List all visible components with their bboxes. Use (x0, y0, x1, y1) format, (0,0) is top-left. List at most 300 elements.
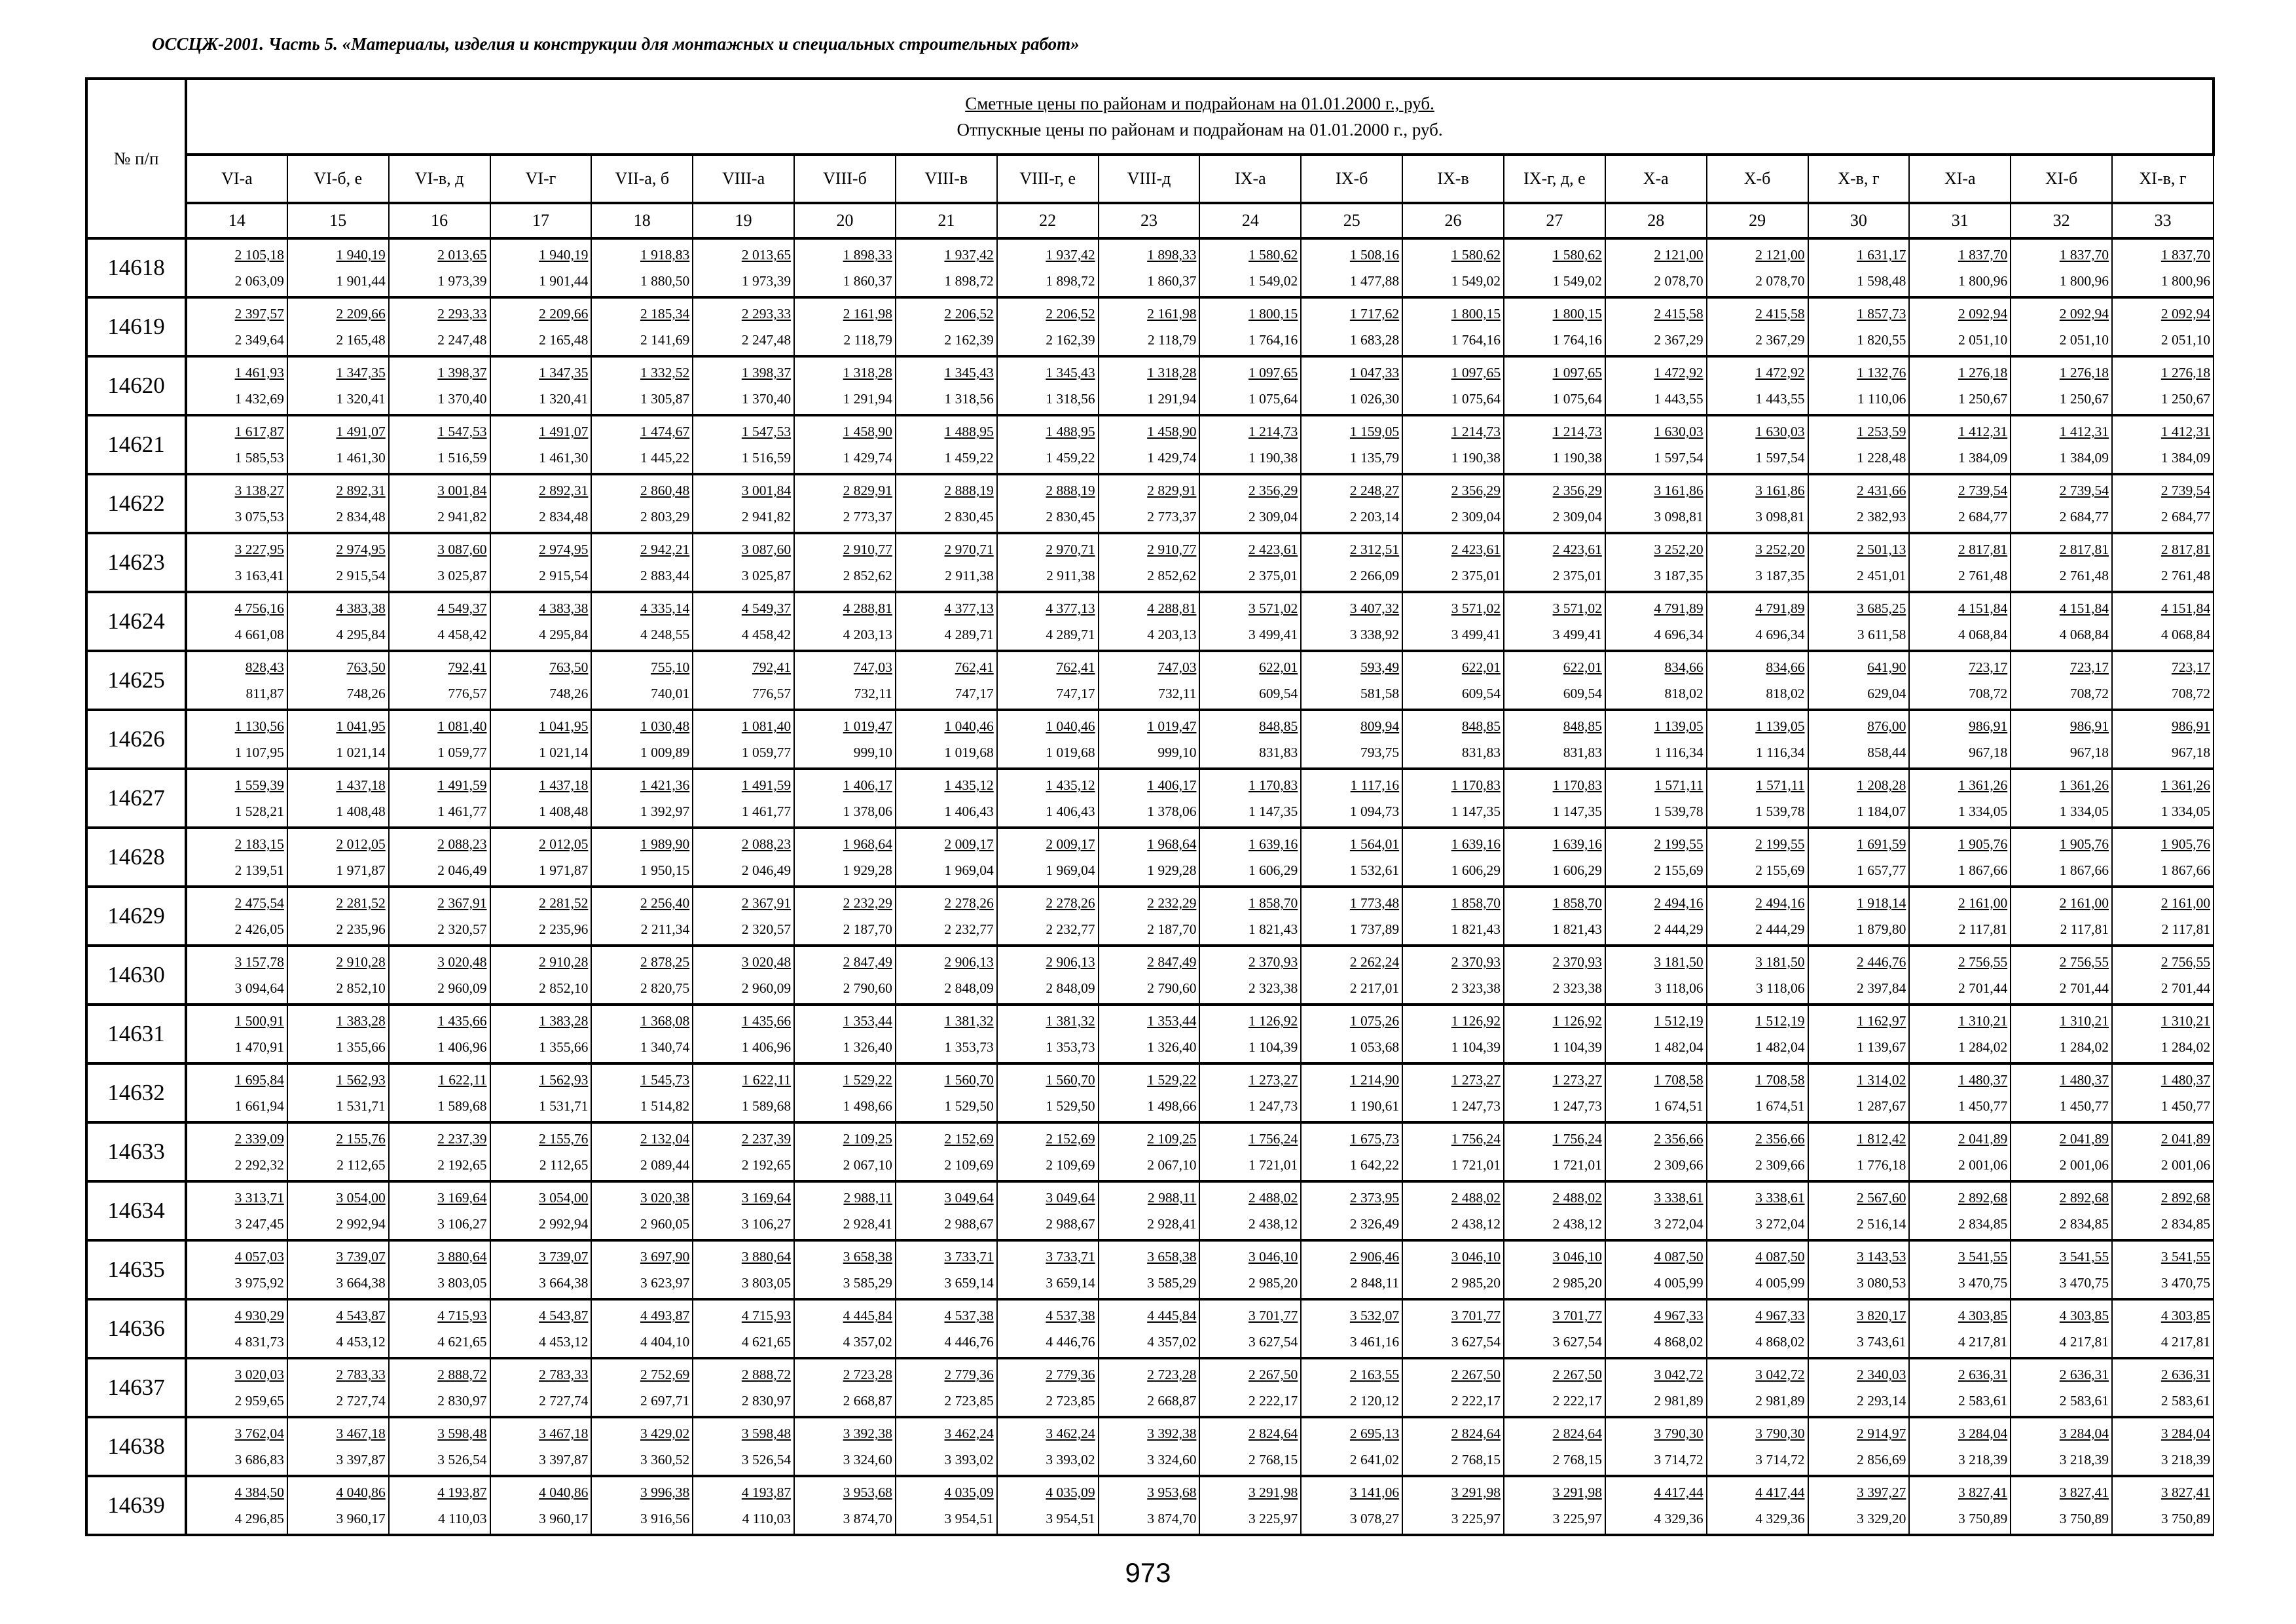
estimate-price: 1 406,17 (1147, 777, 1197, 793)
estimate-price: 622,01 (1461, 659, 1501, 675)
release-price: 2 309,66 (1654, 1157, 1704, 1173)
release-price: 811,87 (246, 686, 284, 701)
release-price: 1 482,04 (1755, 1039, 1805, 1055)
release-price: 1 461,30 (336, 450, 386, 466)
release-price: 2 067,10 (843, 1157, 892, 1173)
release-price: 2 790,60 (1147, 980, 1197, 996)
price-cell (1199, 474, 1301, 533)
estimate-price: 1 562,93 (336, 1072, 386, 1088)
estimate-price: 1 622,11 (438, 1072, 487, 1088)
price-cell (1301, 1240, 1402, 1299)
release-price: 1 184,07 (1857, 803, 1906, 819)
price-cell (2011, 238, 2112, 297)
price-cell (1808, 1299, 1910, 1358)
estimate-price: 3 733,71 (944, 1249, 994, 1264)
price-cell (287, 1476, 389, 1535)
release-price: 1 019,68 (1046, 745, 1095, 760)
estimate-price: 2 988,11 (1147, 1190, 1197, 1206)
estimate-price: 3 827,41 (1958, 1485, 2008, 1500)
release-price: 3 954,51 (944, 1511, 994, 1526)
estimate-price: 834,66 (1766, 659, 1805, 675)
estimate-price: 1 435,12 (944, 777, 994, 793)
release-price: 3 397,87 (336, 1452, 386, 1467)
price-cell (1808, 474, 1910, 533)
price-cell (794, 769, 896, 828)
estimate-price: 1 898,33 (843, 247, 892, 263)
price-cell (794, 533, 896, 592)
release-price: 2 583,61 (2160, 1393, 2211, 1409)
table-row (86, 238, 2214, 297)
price-cell (1909, 1417, 2011, 1476)
release-price: 2 830,97 (437, 1393, 487, 1409)
price-cell (693, 828, 794, 887)
release-price: 1 973,39 (741, 273, 792, 289)
price-cell (896, 710, 997, 769)
price-cell (1301, 1063, 1402, 1122)
price-cell (389, 946, 490, 1005)
release-price: 3 916,56 (640, 1511, 690, 1526)
estimate-price: 2 041,89 (1958, 1131, 2008, 1147)
release-price: 2 773,37 (1147, 509, 1197, 525)
release-price: 2 684,77 (2059, 509, 2109, 525)
price-cell (1199, 415, 1301, 474)
price-cell (2011, 415, 2112, 474)
estimate-price: 1 691,59 (1857, 836, 1906, 852)
price-cell (1199, 828, 1301, 887)
district-header: VI-в, д (389, 155, 490, 203)
estimate-price: 1 968,64 (843, 836, 892, 852)
release-price: 2 266,09 (1349, 568, 1400, 583)
release-price: 1 606,29 (1552, 862, 1602, 878)
estimate-price: 1 162,97 (1857, 1013, 1906, 1029)
release-price: 1 334,05 (2059, 803, 2109, 819)
price-cell (1301, 1122, 1402, 1181)
estimate-price: 4 967,33 (1654, 1308, 1704, 1323)
release-price: 1 642,22 (1349, 1157, 1400, 1173)
release-price: 2 451,01 (1857, 568, 1906, 583)
estimate-price: 4 303,85 (2160, 1308, 2211, 1323)
price-cell (1402, 1005, 1504, 1063)
estimate-price: 747,03 (853, 659, 892, 675)
price-cell (896, 533, 997, 592)
price-cell (287, 1417, 389, 1476)
estimate-price: 1 918,14 (1857, 895, 1906, 911)
estimate-price: 3 138,27 (234, 483, 284, 498)
release-price: 1 461,77 (437, 803, 487, 819)
release-price: 2 830,45 (944, 509, 994, 525)
release-price: 2 701,44 (2059, 980, 2109, 996)
price-cell (1301, 297, 1402, 356)
price-cell (2112, 1181, 2214, 1240)
price-cell (2112, 415, 2214, 474)
release-price: 2 941,82 (741, 509, 792, 525)
district-header: XI-б (2011, 155, 2112, 203)
price-cell (1808, 1476, 1910, 1535)
release-price: 2 232,77 (1046, 921, 1095, 937)
estimate-price: 2 739,54 (2160, 483, 2211, 498)
release-price: 3 098,81 (1654, 509, 1704, 525)
estimate-price: 1 564,01 (1349, 836, 1400, 852)
estimate-price: 2 209,66 (539, 306, 589, 322)
release-price: 708,72 (2069, 686, 2109, 701)
price-cell (1909, 533, 2011, 592)
release-price: 2 222,17 (1248, 1393, 1298, 1409)
estimate-price: 1 940,19 (336, 247, 386, 263)
price-cell (997, 1005, 1099, 1063)
price-cell (2112, 474, 2214, 533)
price-cell (896, 651, 997, 710)
estimate-price: 1 905,76 (1958, 836, 2008, 852)
item-code: 14634 (86, 1181, 186, 1240)
column-number: 28 (1605, 203, 1707, 238)
estimate-price: 1 631,17 (1857, 247, 1906, 263)
price-cell (186, 946, 287, 1005)
estimate-price: 2 779,36 (944, 1367, 994, 1382)
price-cell (287, 1005, 389, 1063)
release-price: 1 429,74 (1147, 450, 1197, 466)
estimate-price: 1 381,32 (1046, 1013, 1095, 1029)
estimate-price: 3 739,07 (539, 1249, 589, 1264)
table-row (86, 651, 2214, 710)
estimate-price: 4 151,84 (1958, 600, 2008, 616)
estimate-price: 1 675,73 (1349, 1131, 1400, 1147)
price-cell (1402, 533, 1504, 592)
price-cell (1707, 474, 1808, 533)
release-price: 2 367,29 (1654, 332, 1704, 348)
price-cell (896, 1005, 997, 1063)
release-price: 3 360,52 (640, 1452, 690, 1467)
release-price: 3 187,35 (1654, 568, 1704, 583)
release-price: 3 659,14 (944, 1275, 994, 1291)
price-cell (2112, 1240, 2214, 1299)
release-price: 1 821,43 (1248, 921, 1298, 937)
price-cell (1402, 592, 1504, 651)
column-number: 24 (1199, 203, 1301, 238)
release-price: 1 443,55 (1755, 391, 1805, 407)
price-cell (997, 651, 1099, 710)
release-price: 1 898,72 (1046, 273, 1095, 289)
price-cell (490, 769, 592, 828)
price-cell (693, 592, 794, 651)
column-number: 14 (186, 203, 287, 238)
estimate-price: 4 445,84 (843, 1308, 892, 1323)
release-price: 2 768,15 (1451, 1452, 1501, 1467)
estimate-price: 848,85 (1461, 718, 1501, 734)
estimate-price: 876,00 (1867, 718, 1906, 734)
release-price: 3 659,14 (1046, 1275, 1095, 1291)
price-cell (1199, 1299, 1301, 1358)
price-cell (490, 415, 592, 474)
release-price: 4 068,84 (1958, 627, 2008, 642)
release-price: 1 284,02 (2160, 1039, 2211, 1055)
price-cell (389, 415, 490, 474)
price-cell (1504, 1122, 1605, 1181)
release-price: 1 860,37 (843, 273, 892, 289)
release-price: 1 353,73 (1046, 1039, 1095, 1055)
price-cell (1707, 1299, 1808, 1358)
estimate-price: 2 356,29 (1248, 483, 1298, 498)
district-header: IX-в (1402, 155, 1504, 203)
estimate-price: 3 020,38 (640, 1190, 690, 1206)
price-cell (1808, 533, 1910, 592)
price-cell (2011, 1005, 2112, 1063)
release-price: 1 021,14 (539, 745, 589, 760)
release-price: 2 192,65 (437, 1157, 487, 1173)
estimate-price: 762,41 (955, 659, 994, 675)
estimate-price: 762,41 (1056, 659, 1095, 675)
release-price: 1 529,50 (944, 1098, 994, 1114)
price-cell (2112, 238, 2214, 297)
price-cell (896, 828, 997, 887)
release-price: 3 324,60 (843, 1452, 892, 1467)
release-price: 4 621,65 (741, 1334, 792, 1350)
release-price: 2 981,89 (1755, 1393, 1805, 1409)
district-header: VI-б, е (287, 155, 389, 203)
price-cell (693, 1005, 794, 1063)
estimate-price: 2 892,68 (2160, 1190, 2211, 1206)
price-cell (591, 769, 693, 828)
estimate-price: 1 412,31 (2059, 424, 2109, 439)
price-cell (490, 1122, 592, 1181)
price-cell (1605, 1063, 1707, 1122)
release-price: 2 217,01 (1349, 980, 1400, 996)
release-price: 2 723,85 (944, 1393, 994, 1409)
release-price: 1 116,34 (1756, 745, 1805, 760)
price-cell (1808, 710, 1910, 769)
price-cell (693, 533, 794, 592)
estimate-price: 986,91 (2171, 718, 2211, 734)
release-price: 2 701,44 (2160, 980, 2211, 996)
estimate-price: 1 800,15 (1552, 306, 1602, 322)
price-cell (2112, 828, 2214, 887)
estimate-price: 1 318,28 (843, 365, 892, 380)
release-price: 3 714,72 (1654, 1452, 1704, 1467)
district-header: VII-а, б (591, 155, 693, 203)
release-price: 708,72 (2171, 686, 2211, 701)
price-cell (1402, 1358, 1504, 1417)
release-price: 1 320,41 (336, 391, 386, 407)
release-price: 3 954,51 (1046, 1511, 1095, 1526)
price-cell (997, 1299, 1099, 1358)
district-header: XI-в, г (2112, 155, 2214, 203)
price-cell (186, 887, 287, 946)
release-price: 2 438,12 (1451, 1216, 1501, 1232)
release-price: 629,04 (1867, 686, 1906, 701)
price-cell (2112, 592, 2214, 651)
price-cell (1301, 533, 1402, 592)
release-price: 1 326,40 (1147, 1039, 1197, 1055)
price-cell (490, 1063, 592, 1122)
table-row (86, 533, 2214, 592)
release-price: 4 203,13 (843, 627, 892, 642)
item-code: 14618 (86, 238, 186, 297)
estimate-price: 3 685,25 (1857, 600, 1906, 616)
release-price: 732,11 (1158, 686, 1197, 701)
price-cell (591, 1240, 693, 1299)
price-cell (896, 415, 997, 474)
release-price: 4 068,84 (2160, 627, 2211, 642)
estimate-price: 4 087,50 (1654, 1249, 1704, 1264)
price-cell (389, 769, 490, 828)
release-price: 2 112,65 (337, 1157, 386, 1173)
estimate-price: 1 314,02 (1857, 1072, 1906, 1088)
district-header: VI-а (186, 155, 287, 203)
running-title: ОССЦЖ-2001. Часть 5. «Материалы, изделия и конструкции для монтажных и специальных строительных работ» (152, 34, 1080, 54)
release-price: 2 326,49 (1349, 1216, 1400, 1232)
price-cell (2011, 828, 2112, 887)
price-cell (591, 1005, 693, 1063)
price-cell (1808, 887, 1910, 946)
table-row (86, 710, 2214, 769)
price-cell (1605, 1122, 1707, 1181)
release-price: 3 664,38 (336, 1275, 386, 1291)
release-price: 3 874,70 (843, 1511, 892, 1526)
estimate-price: 3 252,20 (1654, 542, 1704, 557)
release-price: 967,18 (2171, 745, 2211, 760)
release-price: 2 051,10 (2160, 332, 2211, 348)
price-cell (1605, 1299, 1707, 1358)
release-price: 748,26 (549, 686, 589, 701)
release-price: 1 392,97 (640, 803, 690, 819)
price-cell (1808, 651, 1910, 710)
release-price: 3 585,29 (843, 1275, 892, 1291)
release-price: 858,44 (1867, 745, 1906, 760)
price-cell (1402, 651, 1504, 710)
price-cell (2011, 1122, 2112, 1181)
price-cell (1402, 1063, 1504, 1122)
estimate-price: 1 097,65 (1451, 365, 1501, 380)
table-row (86, 1358, 2214, 1417)
estimate-price: 3 407,32 (1349, 600, 1400, 616)
estimate-price: 755,10 (651, 659, 690, 675)
estimate-price: 747,03 (1157, 659, 1197, 675)
release-price: 1 969,04 (944, 862, 994, 878)
item-code: 14630 (86, 946, 186, 1005)
estimate-price: 4 549,37 (741, 600, 792, 616)
price-cell (1605, 1005, 1707, 1063)
price-cell (389, 651, 490, 710)
release-price: 1 104,39 (1248, 1039, 1298, 1055)
release-price: 2 367,29 (1755, 332, 1805, 348)
price-cell (1808, 1358, 1910, 1417)
estimate-price: 2 847,49 (843, 954, 892, 970)
price-cell (2112, 356, 2214, 415)
price-cell (794, 1181, 896, 1240)
price-cell (287, 297, 389, 356)
price-cell (896, 1476, 997, 1535)
estimate-price: 3 169,64 (437, 1190, 487, 1206)
estimate-price: 3 733,71 (1046, 1249, 1095, 1264)
price-cell (591, 887, 693, 946)
estimate-price: 3 658,38 (843, 1249, 892, 1264)
price-cell (1605, 1181, 1707, 1240)
price-cell (997, 1476, 1099, 1535)
estimate-price: 2 109,25 (1147, 1131, 1197, 1147)
price-cell (490, 356, 592, 415)
price-cell (1099, 1358, 1200, 1417)
release-price: 2 001,06 (2059, 1157, 2109, 1173)
district-header: VIII-а (693, 155, 794, 203)
release-price: 1 531,71 (539, 1098, 589, 1114)
estimate-price: 1 800,15 (1248, 306, 1298, 322)
estimate-price: 1 170,83 (1451, 777, 1501, 793)
estimate-price: 641,90 (1867, 659, 1906, 675)
release-price: 1 075,64 (1451, 391, 1501, 407)
price-cell (591, 1358, 693, 1417)
table-row (86, 1417, 2214, 1476)
estimate-price: 2 278,26 (944, 895, 994, 911)
release-price: 3 075,53 (234, 509, 284, 525)
estimate-price: 2 009,17 (944, 836, 994, 852)
price-cell (490, 946, 592, 1005)
release-price: 1 721,01 (1451, 1157, 1501, 1173)
price-cell (1909, 828, 2011, 887)
release-price: 1 867,66 (1958, 862, 2008, 878)
release-price: 2 046,49 (437, 862, 487, 878)
estimate-price: 3 046,10 (1552, 1249, 1602, 1264)
release-price: 1 459,22 (1046, 450, 1095, 466)
estimate-price: 1 139,05 (1654, 718, 1704, 734)
price-cell (2011, 887, 2112, 946)
estimate-price: 3 313,71 (234, 1190, 284, 1206)
release-price: 3 118,06 (1654, 980, 1704, 996)
release-price: 2 727,74 (539, 1393, 589, 1409)
price-cell (591, 946, 693, 1005)
release-price: 2 761,48 (2160, 568, 2211, 583)
estimate-price: 3 001,84 (741, 483, 792, 498)
release-price: 2 992,94 (539, 1216, 589, 1232)
estimate-price: 792,41 (448, 659, 487, 675)
release-price: 2 583,61 (2059, 1393, 2109, 1409)
price-cell (186, 828, 287, 887)
price-cell (693, 1476, 794, 1535)
estimate-price: 1 437,18 (336, 777, 386, 793)
price-cell (2011, 1181, 2112, 1240)
estimate-price: 4 377,13 (944, 600, 994, 616)
release-price: 732,11 (854, 686, 892, 701)
release-price: 1 971,87 (336, 862, 386, 878)
release-price: 1 291,94 (843, 391, 892, 407)
release-price: 2 118,79 (1147, 332, 1197, 348)
price-cell (389, 828, 490, 887)
price-cell (186, 1063, 287, 1122)
price-cell (389, 592, 490, 651)
price-cell (1504, 769, 1605, 828)
estimate-price: 4 715,93 (437, 1308, 487, 1323)
estimate-price: 3 291,98 (1248, 1485, 1298, 1500)
release-price: 1 498,66 (843, 1098, 892, 1114)
release-price: 1 585,53 (234, 450, 284, 466)
release-price: 3 960,17 (539, 1511, 589, 1526)
estimate-price: 4 715,93 (741, 1308, 792, 1323)
estimate-price: 1 756,24 (1451, 1131, 1501, 1147)
price-cell (896, 1240, 997, 1299)
release-price: 3 750,89 (2059, 1511, 2109, 1526)
price-cell (1099, 474, 1200, 533)
price-cell (693, 769, 794, 828)
release-price: 1 860,37 (1147, 273, 1197, 289)
release-price: 3 225,97 (1248, 1511, 1298, 1526)
price-cell (186, 1181, 287, 1240)
estimate-price: 2 567,60 (1857, 1190, 1906, 1206)
price-cell (1605, 474, 1707, 533)
estimate-price: 2 267,50 (1248, 1367, 1298, 1382)
price-cell (693, 1063, 794, 1122)
estimate-price: 3 953,68 (1147, 1485, 1197, 1500)
item-code: 14633 (86, 1122, 186, 1181)
estimate-price: 1 968,64 (1147, 836, 1197, 852)
estimate-price: 2 824,64 (1248, 1426, 1298, 1441)
